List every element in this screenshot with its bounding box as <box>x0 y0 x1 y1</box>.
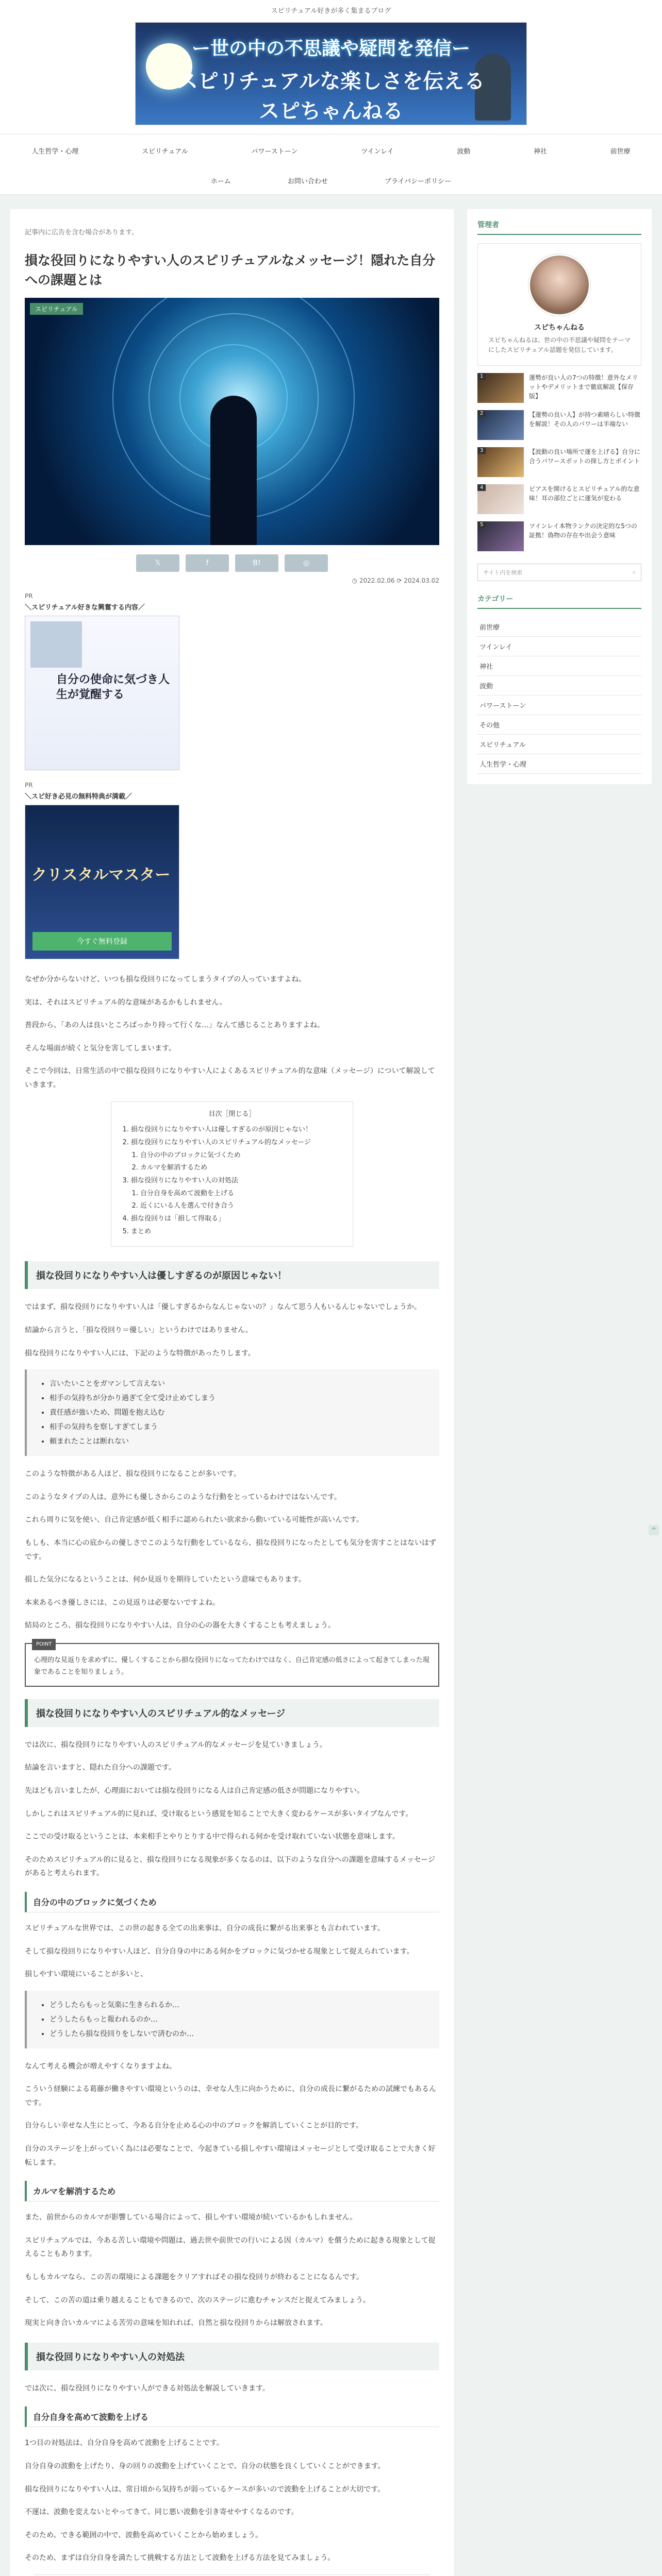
category-item[interactable]: 前世療 <box>477 617 641 637</box>
point-box <box>25 1643 439 1687</box>
list-item: • 責任感が強いため、問題を抱え込む <box>49 1405 429 1420</box>
paragraph: 現実と向き合いカルマによる苦労の意味を知れれば、自然と損な役回りからは解放されます。 <box>25 2319 327 2328</box>
paragraph: そして損な役回りになりやすい人ほど、自分自身の中にある何かをブロックに気づかせる現象として捉えられています。 <box>25 1947 414 1956</box>
refresh-icon: ⟳ <box>396 577 402 584</box>
post-thumbnail <box>477 373 524 403</box>
nav-item-home[interactable]: ホーム <box>210 177 231 185</box>
site-tagline: スピリチュアル好きが多く集まるブログ <box>271 7 391 15</box>
toc-link[interactable]: 自分の中のブロックに気づくため <box>140 1151 241 1159</box>
toc-link[interactable]: 近くにいる人を選んで付き合う <box>140 1202 235 1210</box>
paragraph: スピリチュアルな世界では、この世の起きる全ての出来事は、自分の成長に繋がる出来事とも言われています。 <box>25 1924 385 1933</box>
post-thumbnail <box>477 484 524 514</box>
global-nav-row-2 <box>0 166 662 194</box>
logo-line-3: スピちゃんねる <box>259 99 403 123</box>
category-item[interactable]: その他 <box>477 715 641 735</box>
site-logo[interactable] <box>135 22 527 125</box>
share-line-button[interactable]: ◎ <box>285 554 328 572</box>
paragraph: なんて考える機会が増えやすくなりますよね。 <box>25 2062 176 2071</box>
nav-item[interactable]: ツインレイ <box>361 147 394 156</box>
paragraph: 損な役回りになりやすい人は、常日頃から気持ちが弱っているケースが多いので波動を上げることが大切です。 <box>25 2485 385 2494</box>
share-facebook-button[interactable]: f <box>186 554 229 572</box>
post-title: 【波動の良い場所で運を上げる】自分に合うパワースポットの探し方とポイント <box>529 448 641 465</box>
crystal-master-banner[interactable] <box>25 805 179 959</box>
article-title: 損な役回りになりやすい人のスピリチュアルなメッセージ！隠れた自分への課題とは <box>25 253 436 287</box>
paragraph: そのため、まずは自分自身を満たして挑戦する方法として波動を上げる方法を見てみましょう。 <box>25 2554 335 2563</box>
paragraph: ではまず、損な役回りになりやすい人は「優しすぎるからなんじゃないの？」なんて思う人もいるんじゃないでしょうか。 <box>25 1303 421 1312</box>
nav-item[interactable]: 人生哲学・心理 <box>31 147 79 156</box>
sidebar-widgets <box>467 209 652 784</box>
category-item[interactable]: ツインレイ <box>477 637 641 656</box>
paragraph: そして、この苦の道は乗り越えることもできるので、次のステージに進むチャンスだと捉えてみましょう。 <box>25 2296 371 2304</box>
logo-line-1: ー世の中の不思議や疑問を発信ー <box>191 38 470 59</box>
section-heading: 損な役回りになりやすい人は優しすぎるのが原因じゃない！ <box>25 1261 439 1289</box>
site-header <box>0 0 662 134</box>
point-text: 心理的な見返りを求めずに、優しくすることから損な役回りになってたわけではなく、自己肯定感の低さによって起きてしまった現象であることを知りましょう。 <box>34 1656 429 1676</box>
rank-badge: 5 <box>477 521 486 528</box>
list-item: • どうしたらもっと気楽に生きられるか… <box>49 1998 429 2012</box>
category-heading: カテゴリー <box>477 594 641 609</box>
toc-link[interactable]: 損な役回りになりやすい人のスピリチュアル的なメッセージ <box>131 1138 311 1146</box>
paragraph: もしも、本当に心の底からの優しさでこのような行動をしているなら、損な役回りになったとしても気分を害すことはないはずです。 <box>25 1539 436 1561</box>
nav-item[interactable]: 前世療 <box>610 147 631 156</box>
paragraph: 実は、それはスピリチュアル的な意味があるかもしれません。 <box>25 998 227 1007</box>
question-list <box>25 1991 439 2048</box>
post-title: 【運勢の良い人】が持つ素晴らしい特徴を解説！その人のパワーは半端ない <box>529 411 641 428</box>
logo-line-2: スピリチュアルな楽しさを伝える <box>177 70 485 93</box>
person-silhouette <box>210 396 257 545</box>
share-hatena-button[interactable]: B! <box>235 554 278 572</box>
paragraph: また、前世からのカルマが影響している場合によって、損しやすい環境が続いているかもしれません。 <box>25 2213 357 2222</box>
point-label: POINT <box>32 1639 56 1650</box>
avatar <box>528 254 590 316</box>
clock-icon: ◷ <box>352 577 358 584</box>
paragraph: では次に、損な役回りになりやすい人ができる対処法を解説していきます。 <box>25 2384 270 2393</box>
category-list <box>477 617 641 774</box>
popular-post[interactable] <box>477 373 641 403</box>
paragraph: 本来あるべき優しさには、この見返りは必要ないですよね。 <box>25 1598 220 1607</box>
paragraph: では次に、損な役回りになりやすい人のスピリチュアル的なメッセージを見ていきましょう。 <box>25 1740 327 1749</box>
toc-link[interactable]: 損な役回りは「損して得取る」 <box>131 1215 225 1223</box>
updated-date: 2024.03.02 <box>404 577 439 584</box>
share-x-button[interactable]: 𝕏 <box>136 554 179 572</box>
paragraph: そのため、できる範囲の中で、波動を高めていくことから始めましょう。 <box>25 2531 263 2539</box>
feature-list <box>25 1369 439 1456</box>
sidebar <box>467 209 652 2576</box>
subsection-heading: 自分自身を高めて波動を上げる <box>25 2406 439 2427</box>
post-title: ツインレイ本物ランクの決定的な5つの証拠！偽物の存在や出会う意味 <box>529 522 637 539</box>
search-input[interactable]: サイト内を検索 <box>483 569 523 577</box>
paragraph: これら周りに気を使い、自己肯定感が低く相手に認められたい欲求から動いている可能性が高いんです。 <box>25 1516 363 1524</box>
promo-heading: ＼スピリチュアル好きな興奮する内容／ <box>25 604 145 612</box>
paragraph: 結論を言いますと、隠れた自分への課題です。 <box>25 1764 176 1772</box>
table-of-contents <box>111 1101 353 1247</box>
paragraph: もしもカルマなら、この苦の環境による課題をクリアすればその損な役回りが終わることになるんです。 <box>25 2273 363 2282</box>
paragraph: 不運は、波動を変えないとやってきて、同じ悪い波動を引き寄せやすくなるのです。 <box>25 2508 299 2517</box>
paragraph: 損した気分になるということは、何か見返りを期待していたという意味でもあります。 <box>25 1575 306 1584</box>
popular-post[interactable] <box>477 484 641 514</box>
paragraph: こういう経験による葛藤が働きやすい環境というのは、幸せな人生に向かうために、自分の成長に繋がるための試練でもあるんです。 <box>25 2085 436 2107</box>
toc-title[interactable]: 目次［閉じる］ <box>208 1110 256 1118</box>
paragraph: そこで今回は、日常生活の中で損な役回りになりやすい人によくあるスピリチュアル的な意味（メッセージ）について解説していきます。 <box>25 1067 435 1089</box>
published-date: 2022.02.06 <box>359 577 395 584</box>
site-search <box>477 564 641 581</box>
book-ad-banner[interactable] <box>25 616 179 770</box>
content-wrapper <box>10 209 652 2576</box>
post-thumbnail <box>477 410 524 440</box>
list-item: • 相手の気持ちが分かり過ぎて全て受け止めてしまう <box>49 1391 429 1405</box>
post-thumbnail <box>477 521 524 551</box>
banner-title: クリスタルマスター <box>31 866 171 884</box>
paragraph: 損しやすい環境にいることが多いと、 <box>25 1970 147 1979</box>
paragraph: 自分らしい幸せな人生にとって、今ある自分を止める心の中のブロックを解消していくことが目的です。 <box>25 2122 363 2130</box>
post-title: ピアスを開けるとスピリチュアル的な意味！耳の部位ごとに運気が変わる <box>529 485 640 502</box>
list-item: • どうしたらもっと報われるのか… <box>49 2012 429 2027</box>
subsection-heading: 自分の中のブロックに気づくため <box>25 1892 439 1912</box>
paragraph: しかしこれはスピリチュアル的に見れば、受け取るという感覚を知ることで大きく変わるケースが多いタイプなんです。 <box>25 1809 413 1818</box>
category-item[interactable]: 人生哲学・心理 <box>477 754 641 774</box>
register-button[interactable]: 今すぐ無料登録 <box>32 932 172 951</box>
paragraph: 結局のところ、損な役回りになりやすい人は、自分の心の器を大きくすることも考えましょう。 <box>25 1621 335 1630</box>
category-label[interactable]: スピリチュアル <box>30 303 83 315</box>
toc-link[interactable]: まとめ <box>131 1227 152 1235</box>
paragraph: 普段から、「あの人は良いところばっかり持って行くな…」なんて感じることありますよね。 <box>25 1021 324 1030</box>
category-item[interactable]: 波動 <box>477 676 641 696</box>
paragraph: このような特徴がある人ほど、損な役回りになることが多いです。 <box>25 1470 241 1479</box>
paragraph: そのためスピリチュアル的に見ると、損な役回りになる現象が多くなるのは、以下のような自分への課題を意味するメッセージがあると考えられます。 <box>25 1855 435 1878</box>
nav-item[interactable]: スピリチュアル <box>142 147 188 156</box>
rank-badge: 1 <box>477 373 486 380</box>
rank-badge: 3 <box>477 447 486 454</box>
paragraph: 自分自身の波動を上げたり、身の回りの波動を上げていくことで、自分の状態を良くしていくことができます。 <box>25 2462 385 2470</box>
toc-link[interactable]: 損な役回りになりやすい人は優しすぎるのが原因じゃない！ <box>131 1126 312 1134</box>
category-item[interactable]: 神社 <box>477 656 641 676</box>
global-nav <box>0 134 662 195</box>
ad-disclosure: 記事内に広告を含む場合があります。 <box>25 229 138 236</box>
category-item[interactable]: スピリチュアル <box>477 735 641 754</box>
popular-post[interactable] <box>477 521 641 551</box>
post-dates <box>25 577 439 584</box>
rank-badge: 2 <box>477 410 486 417</box>
paragraph: 先ほども言いましたが、心理面においては損な役回りになる人は自己肯定感の低さが問題になりやすい。 <box>25 1786 364 1795</box>
author-photo <box>30 621 82 668</box>
nav-item[interactable]: パワーストーン <box>251 147 298 156</box>
paragraph: そんな場面が続くと気分を害してしまいます。 <box>25 1044 176 1053</box>
nav-item[interactable]: 波動 <box>457 147 471 156</box>
admin-heading: 管理者 <box>477 219 641 235</box>
promo-heading: ＼スピ好き必見の無料特典が満載／ <box>25 793 133 801</box>
list-item: • どうしたら損な役回りをしないで済むのか… <box>49 2027 429 2041</box>
paragraph: 1つ目の対処法は、自分自身を高めて波動を上げることです。 <box>25 2439 224 2448</box>
paragraph: 損な役回りになりやすい人には、下記のような特徴があったりします。 <box>25 1349 255 1358</box>
toc-link[interactable]: カルマを解消するため <box>140 1164 208 1172</box>
list-item: • 頼まれたことは断れない <box>49 1434 429 1449</box>
toc-link[interactable]: 自分自身を高めて波動を上げる <box>140 1189 235 1197</box>
list-item: • 言いたいことをガマンして言えない <box>49 1377 429 1391</box>
subsection-heading: カルマを解消するため <box>25 2181 439 2201</box>
search-icon[interactable]: ⌕ <box>632 569 636 576</box>
post-thumbnail <box>477 447 524 477</box>
eyecatch-image <box>25 298 439 545</box>
section-heading: 損な役回りになりやすい人の対処法 <box>25 2343 439 2370</box>
paragraph: 結論から言うと、「損な役回り＝優しい」というわけではありません。 <box>25 1326 253 1335</box>
share-buttons <box>25 554 439 572</box>
profile-description: スピちゃんねるは、世の中の不思議や疑問をテーマにしたスピリチュアル話題を発信しています。 <box>488 336 631 354</box>
paragraph: スピリチュアルでは、今ある苦しい環境や問題は、過去世や前世での行いによる因（カルマ）を償うために起きる現象として捉えることもあります。 <box>25 2236 436 2259</box>
pr-label: PR <box>25 782 33 789</box>
pr-label: PR <box>25 592 33 600</box>
paragraph: なぜか分からないけど、いつも損な役回りになってしまうタイプの人っていますよね。 <box>25 975 306 984</box>
paragraph: ここでの受け取るということは、本来相手とやりとりする中で得られる何かを受け取れていない状態を意味します。 <box>25 1833 400 1841</box>
paragraph: 自分のステージを上がっていく為には必要なことで、今起きている損しやすい環境はメッセージとして受け取ることで大きく好転します。 <box>25 2145 436 2167</box>
profile-name: スピちゃんねる <box>534 324 585 332</box>
list-item: • 相手の気持ちを察しすぎてしまう <box>49 1420 429 1434</box>
nav-item[interactable]: 神社 <box>533 147 547 156</box>
popular-post[interactable] <box>477 410 641 440</box>
toc-link[interactable]: 損な役回りになりやすい人の対処法 <box>131 1177 239 1184</box>
nav-item-contact[interactable]: お問い合わせ <box>287 177 328 185</box>
category-item[interactable]: パワーストーン <box>477 696 641 715</box>
rank-badge: 4 <box>477 484 486 491</box>
section-heading: 損な役回りになりやすい人のスピリチュアル的なメッセージ <box>25 1699 439 1727</box>
profile-card <box>477 243 641 366</box>
article <box>10 209 454 2576</box>
book-title: 自分の使命に気づき人生が覚醒する <box>56 673 170 701</box>
post-title: 運勢が良い人の7つの特徴！意外なメリットやデメリットまで徹底解説【保存版】 <box>529 374 638 400</box>
scroll-top-button[interactable]: ^ <box>649 1525 659 1535</box>
popular-post[interactable] <box>477 447 641 477</box>
nav-item-privacy[interactable]: プライバシーポリシー <box>384 177 452 185</box>
global-nav-row-1 <box>0 134 662 166</box>
paragraph: このようなタイプの人は、意外にも優しさからこのような行動をとっているわけではないんです。 <box>25 1493 341 1501</box>
